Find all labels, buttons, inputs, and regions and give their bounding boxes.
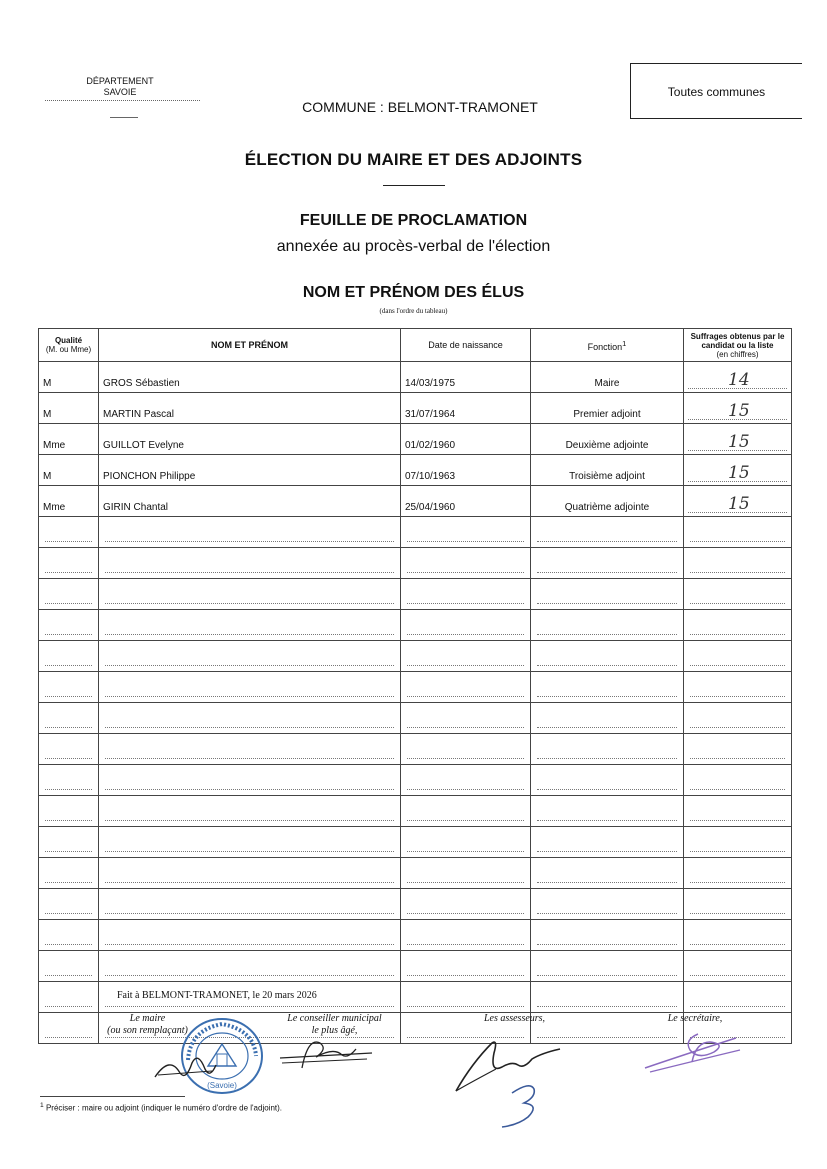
empty-cell xyxy=(401,982,531,1013)
empty-cell xyxy=(401,858,531,889)
empty-cell xyxy=(401,641,531,672)
departement-dotted-line xyxy=(45,100,200,101)
empty-cell xyxy=(39,579,99,610)
dotted-line xyxy=(690,850,785,852)
empty-cell xyxy=(684,920,792,951)
dotted-line xyxy=(690,602,785,604)
table-row xyxy=(39,393,792,424)
table-row-empty xyxy=(39,548,792,579)
empty-cell xyxy=(39,517,99,548)
empty-cell xyxy=(531,920,684,951)
cell-nom: GIRIN Chantal xyxy=(99,486,401,517)
cell-suffrages xyxy=(684,424,792,455)
suffrages-dotted-line xyxy=(688,432,787,451)
dotted-line xyxy=(537,695,677,697)
empty-cell xyxy=(99,827,401,858)
header-suffrages xyxy=(684,329,792,362)
conseiller-sub: le plus âgé, xyxy=(311,1025,358,1036)
dotted-line xyxy=(407,633,524,635)
cell-qualite: Mme xyxy=(39,486,99,517)
footnote-rule xyxy=(40,1096,185,1097)
empty-cell xyxy=(99,796,401,827)
cell-fonction: Troisième adjoint xyxy=(531,455,684,486)
empty-cell xyxy=(684,641,792,672)
empty-cell xyxy=(531,641,684,672)
table-row-empty xyxy=(39,734,792,765)
annexe-subtitle: annexée au procès-verbal de l'élection xyxy=(276,238,551,255)
dotted-line xyxy=(45,1036,92,1038)
dotted-line xyxy=(45,881,92,883)
dotted-line xyxy=(105,974,394,976)
dotted-line xyxy=(45,633,92,635)
table-row-empty xyxy=(39,889,792,920)
dotted-line xyxy=(45,912,92,914)
suffrages-value: 15 xyxy=(728,494,750,514)
commune-label: COMMUNE : xyxy=(302,99,384,115)
header-suffrages-sub: (en chiffres) xyxy=(716,349,759,359)
empty-cell xyxy=(531,517,684,548)
elus-table xyxy=(38,328,792,1044)
dotted-line xyxy=(690,757,785,759)
empty-cell xyxy=(39,889,99,920)
empty-cell xyxy=(401,548,531,579)
dotted-line xyxy=(407,819,524,821)
suffrages-value: 15 xyxy=(728,432,750,452)
dotted-line xyxy=(537,788,677,790)
table-row-empty xyxy=(39,672,792,703)
dotted-line xyxy=(45,571,92,573)
dotted-line xyxy=(407,757,524,759)
table-row xyxy=(39,424,792,455)
empty-cell xyxy=(99,517,401,548)
secretaire-signature-icon xyxy=(640,1028,745,1078)
dotted-line xyxy=(690,881,785,883)
empty-cell xyxy=(684,858,792,889)
maire-label: Le maire xyxy=(129,1013,166,1024)
suffrages-value: 15 xyxy=(728,401,750,421)
empty-cell xyxy=(99,858,401,889)
dotted-line xyxy=(690,633,785,635)
empty-cell xyxy=(39,610,99,641)
table-row-empty xyxy=(39,765,792,796)
empty-cell xyxy=(684,951,792,982)
cell-fonction: Premier adjoint xyxy=(531,393,684,424)
empty-cell xyxy=(99,610,401,641)
empty-cell xyxy=(39,982,99,1013)
header-nom: NOM ET PRÉNOM xyxy=(99,329,401,362)
dotted-line xyxy=(45,788,92,790)
dotted-line xyxy=(105,695,394,697)
dotted-line xyxy=(690,974,785,976)
table-row-empty xyxy=(39,951,792,982)
dotted-line xyxy=(105,602,394,604)
empty-cell xyxy=(684,672,792,703)
table-row xyxy=(39,362,792,393)
empty-cell xyxy=(531,982,684,1013)
empty-cell xyxy=(99,889,401,920)
empty-cell xyxy=(99,703,401,734)
empty-cell xyxy=(99,641,401,672)
departement-block xyxy=(40,76,200,98)
dotted-line xyxy=(45,602,92,604)
dotted-line xyxy=(407,912,524,914)
toutes-communes-box xyxy=(630,63,802,119)
suffrages-dotted-line xyxy=(688,463,787,482)
departement-rule xyxy=(110,117,138,118)
empty-cell xyxy=(39,641,99,672)
table-row-empty xyxy=(39,796,792,827)
header-qualite-label: Qualité xyxy=(54,336,83,345)
dotted-line xyxy=(45,819,92,821)
conseiller-signature-icon xyxy=(272,1033,387,1073)
empty-cell xyxy=(531,796,684,827)
empty-cell xyxy=(99,951,401,982)
table-row xyxy=(39,455,792,486)
cell-fonction: Quatrième adjointe xyxy=(531,486,684,517)
footnote xyxy=(40,1102,282,1113)
cell-date: 01/02/1960 xyxy=(401,424,531,455)
empty-cell xyxy=(39,1013,99,1044)
ordre-note: (dans l'ordre du tableau) xyxy=(379,307,448,315)
dotted-line xyxy=(407,943,524,945)
conseiller-label: Le conseiller municipal xyxy=(287,1013,382,1024)
dotted-line xyxy=(45,974,92,976)
footnote-sup: 1 xyxy=(40,1102,44,1109)
empty-cell xyxy=(684,517,792,548)
empty-cell xyxy=(99,672,401,703)
cell-suffrages xyxy=(684,393,792,424)
empty-cell xyxy=(531,734,684,765)
table-row-empty xyxy=(39,858,792,889)
table-row-empty xyxy=(39,827,792,858)
empty-cell xyxy=(531,703,684,734)
cell-fonction: Deuxième adjointe xyxy=(531,424,684,455)
dotted-line xyxy=(45,1005,92,1007)
empty-cell xyxy=(531,765,684,796)
empty-cell xyxy=(684,765,792,796)
dotted-line xyxy=(537,757,677,759)
dotted-line xyxy=(105,819,394,821)
noms-title: NOM ET PRÉNOM DES ÉLUS xyxy=(302,284,525,301)
assesseur-signature-icon xyxy=(452,1033,582,1133)
empty-cell xyxy=(39,920,99,951)
empty-cell xyxy=(531,548,684,579)
dotted-line xyxy=(105,850,394,852)
cell-suffrages xyxy=(684,362,792,393)
cell-qualite: M xyxy=(39,362,99,393)
empty-cell xyxy=(684,734,792,765)
maire-signature-icon xyxy=(150,1045,220,1085)
table-row-empty xyxy=(39,610,792,641)
dotted-line xyxy=(537,540,677,542)
empty-cell xyxy=(531,672,684,703)
footnote-text: Préciser : maire ou adjoint (indiquer le numéro d'ordre de l'adjoint). xyxy=(45,1103,282,1113)
dotted-line xyxy=(407,881,524,883)
table-row-empty xyxy=(39,920,792,951)
empty-cell xyxy=(39,765,99,796)
dotted-line xyxy=(407,788,524,790)
dotted-line xyxy=(690,943,785,945)
empty-cell xyxy=(401,765,531,796)
empty-cell xyxy=(99,920,401,951)
empty-cell xyxy=(531,610,684,641)
dotted-line xyxy=(537,881,677,883)
table-row-empty xyxy=(39,579,792,610)
empty-cell xyxy=(401,951,531,982)
header-suffrages-label: Suffrages obtenus par le candidat ou la liste xyxy=(690,331,785,350)
empty-cell xyxy=(39,734,99,765)
title-divider xyxy=(383,185,445,186)
empty-cell xyxy=(39,951,99,982)
cell-date: 31/07/1964 xyxy=(401,393,531,424)
empty-cell xyxy=(531,951,684,982)
dotted-line xyxy=(45,943,92,945)
empty-cell xyxy=(401,703,531,734)
dotted-line xyxy=(537,633,677,635)
dotted-line xyxy=(690,788,785,790)
suffrages-dotted-line xyxy=(688,401,787,420)
cell-qualite: M xyxy=(39,393,99,424)
cell-nom: GROS Sébastien xyxy=(99,362,401,393)
empty-cell xyxy=(401,579,531,610)
feuille-title: FEUILLE DE PROCLAMATION xyxy=(299,212,528,229)
cell-fonction: Maire xyxy=(531,362,684,393)
empty-cell xyxy=(531,858,684,889)
dotted-line xyxy=(105,757,394,759)
dotted-line xyxy=(407,695,524,697)
dotted-line xyxy=(105,1005,394,1007)
empty-cell xyxy=(684,982,792,1013)
departement-label: DÉPARTEMENT xyxy=(86,76,154,86)
dotted-line xyxy=(690,819,785,821)
dotted-line xyxy=(690,571,785,573)
empty-cell xyxy=(684,889,792,920)
header-fonction-sup: 1 xyxy=(622,338,627,348)
suffrages-value: 15 xyxy=(728,463,750,483)
empty-cell xyxy=(531,579,684,610)
empty-cell xyxy=(531,889,684,920)
dotted-line xyxy=(407,602,524,604)
suffrages-value: 14 xyxy=(728,370,750,390)
cell-qualite: M xyxy=(39,455,99,486)
empty-cell xyxy=(401,517,531,548)
assesseurs-label: Les assesseurs, xyxy=(483,1013,546,1024)
header-fonction-label: Fonction xyxy=(587,341,623,352)
dotted-line xyxy=(407,726,524,728)
header-qualite-sub: (M. ou Mme) xyxy=(45,345,92,354)
table-header-row xyxy=(39,329,792,362)
dotted-line xyxy=(45,664,92,666)
dotted-line xyxy=(690,695,785,697)
table-row-empty xyxy=(39,641,792,672)
dotted-line xyxy=(690,1005,785,1007)
dotted-line xyxy=(407,571,524,573)
empty-cell xyxy=(401,920,531,951)
dotted-line xyxy=(105,788,394,790)
dotted-line xyxy=(105,664,394,666)
commune-value: BELMONT-TRAMONET xyxy=(387,99,538,115)
dotted-line xyxy=(45,540,92,542)
cell-suffrages xyxy=(684,455,792,486)
dotted-line xyxy=(45,850,92,852)
dotted-line xyxy=(407,850,524,852)
commune-line xyxy=(250,99,590,115)
table-row-empty xyxy=(39,703,792,734)
cell-date: 14/03/1975 xyxy=(401,362,531,393)
empty-cell xyxy=(39,796,99,827)
toutes-communes-text: Toutes communes xyxy=(667,85,766,99)
header-date: Date de naissance xyxy=(401,329,531,362)
empty-cell xyxy=(99,734,401,765)
suffrages-dotted-line xyxy=(688,494,787,513)
empty-cell xyxy=(401,610,531,641)
dotted-line xyxy=(690,912,785,914)
empty-cell xyxy=(401,734,531,765)
dotted-line xyxy=(105,726,394,728)
dotted-line xyxy=(537,943,677,945)
dotted-line xyxy=(690,726,785,728)
empty-cell xyxy=(39,703,99,734)
empty-cell xyxy=(684,703,792,734)
empty-cell xyxy=(684,610,792,641)
dotted-line xyxy=(45,695,92,697)
dotted-line xyxy=(537,602,677,604)
header-fonction xyxy=(531,329,684,362)
empty-cell xyxy=(39,548,99,579)
empty-cell xyxy=(684,827,792,858)
empty-cell xyxy=(401,827,531,858)
empty-cell xyxy=(99,765,401,796)
dotted-line xyxy=(690,540,785,542)
cell-nom: GUILLOT Evelyne xyxy=(99,424,401,455)
dotted-line xyxy=(537,571,677,573)
suffrages-dotted-line xyxy=(688,370,787,389)
cell-nom: PIONCHON Philippe xyxy=(99,455,401,486)
svg-text:(Savoie): (Savoie) xyxy=(207,1081,237,1090)
empty-cell xyxy=(39,858,99,889)
dotted-line xyxy=(105,912,394,914)
empty-cell xyxy=(99,579,401,610)
table-row-empty xyxy=(39,517,792,548)
empty-cell xyxy=(39,827,99,858)
cell-nom: MARTIN Pascal xyxy=(99,393,401,424)
dotted-line xyxy=(407,540,524,542)
empty-cell xyxy=(684,796,792,827)
cell-date: 07/10/1963 xyxy=(401,455,531,486)
dotted-line xyxy=(537,664,677,666)
elus-table-body xyxy=(39,362,792,1044)
empty-cell xyxy=(401,672,531,703)
dotted-line xyxy=(537,912,677,914)
dotted-line xyxy=(537,726,677,728)
fait-a: Fait à BELMONT-TRAMONET, le 20 mars 2026 xyxy=(117,990,317,1001)
secretaire-label: Le secrétaire, xyxy=(667,1013,723,1024)
dotted-line xyxy=(105,571,394,573)
table-row xyxy=(39,486,792,517)
maire-sub: (ou son remplaçant) xyxy=(107,1025,188,1036)
dotted-line xyxy=(105,881,394,883)
dotted-line xyxy=(407,664,524,666)
dotted-line xyxy=(537,850,677,852)
dotted-line xyxy=(690,664,785,666)
dotted-line xyxy=(537,819,677,821)
dotted-line xyxy=(105,943,394,945)
empty-cell xyxy=(531,827,684,858)
empty-cell xyxy=(401,889,531,920)
dotted-line xyxy=(407,974,524,976)
empty-cell xyxy=(684,579,792,610)
dotted-line xyxy=(45,757,92,759)
dotted-line xyxy=(537,1005,677,1007)
empty-cell xyxy=(401,796,531,827)
dotted-line xyxy=(407,1005,524,1007)
cell-qualite: Mme xyxy=(39,424,99,455)
empty-cell xyxy=(39,672,99,703)
departement-value: SAVOIE xyxy=(103,87,137,97)
empty-cell xyxy=(684,548,792,579)
dotted-line xyxy=(45,726,92,728)
dotted-line xyxy=(105,540,394,542)
dotted-line xyxy=(537,974,677,976)
main-title: ÉLECTION DU MAIRE ET DES ADJOINTS xyxy=(244,150,583,169)
cell-suffrages xyxy=(684,486,792,517)
cell-date: 25/04/1960 xyxy=(401,486,531,517)
dotted-line xyxy=(105,633,394,635)
header-qualite xyxy=(39,329,99,362)
empty-cell xyxy=(99,548,401,579)
